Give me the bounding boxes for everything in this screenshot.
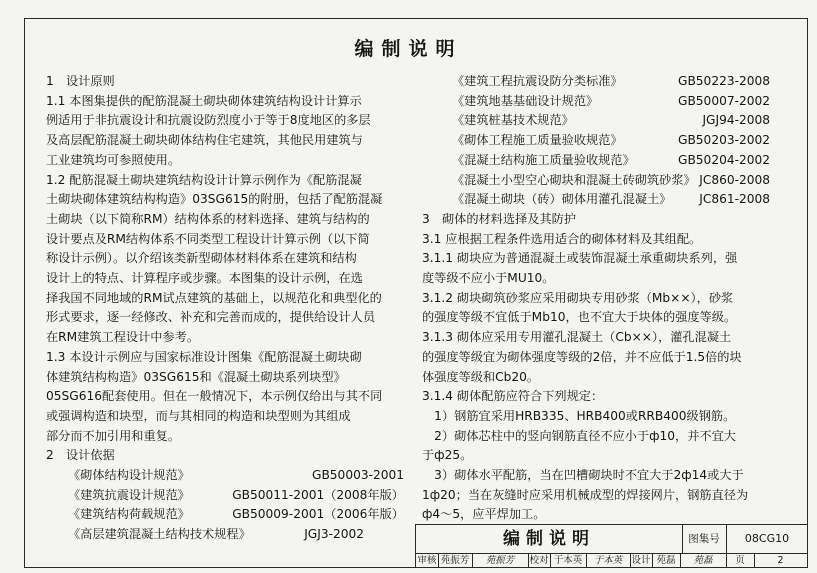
standard-entry bbox=[422, 131, 770, 151]
standard-entry bbox=[46, 466, 404, 486]
text-line: 在RM建筑工程设计中参考。 bbox=[46, 330, 200, 345]
text-line: 1）钢筋宜采用HRB335、HRB400或RRB400级钢筋。 bbox=[422, 408, 736, 423]
text-line: 或强调构造和块型，而与其相同的构造和块型则为其组成 bbox=[46, 408, 351, 423]
proof-label: 校对 bbox=[528, 553, 551, 568]
reviewer-signature: 苑振芳 bbox=[472, 553, 529, 568]
standard-code: JC861-2008 bbox=[699, 192, 770, 207]
standard-entry bbox=[46, 525, 364, 545]
text-line: 土砌块（以下简称RM）结构体系的材料选择、建筑与结构的 bbox=[46, 211, 370, 226]
atlas-number: 08CG10 bbox=[744, 532, 790, 545]
standard-name: 《建筑工程抗震设防分类标准》 bbox=[452, 74, 623, 88]
text-line: 1ф20；当在灰缝时应采用机械成型的焊接网片，钢筋直径为 bbox=[422, 487, 749, 502]
text-line: 1.3 本设计示例应与国家标准设计图集《配筋混凝土砌块砌 bbox=[46, 349, 362, 364]
standard-name: 《建筑抗震设计规范》 bbox=[68, 487, 190, 502]
title-block-name: 编制说明 bbox=[416, 525, 683, 553]
title-block-signature-row bbox=[416, 553, 807, 568]
standard-entry bbox=[422, 92, 770, 112]
standard-name: 《建筑地基基础设计规范》 bbox=[452, 93, 599, 108]
standard-code: GB50204-2002 bbox=[678, 152, 770, 167]
designer-name: 苑磊 bbox=[652, 553, 681, 568]
text-line: 形式要求，逐一经修改、补充和完善而成的，提供给设计人员 bbox=[46, 310, 376, 325]
designer-signature: 苑磊 bbox=[680, 553, 727, 568]
text-line: 3.1.4 砌体配筋应符合下列规定： bbox=[422, 389, 604, 404]
standard-code: JC860-2008 bbox=[699, 172, 770, 187]
title-block bbox=[415, 524, 808, 568]
standard-entry bbox=[422, 171, 770, 191]
text-line: 的强度等级宜为砌体强度等级的2倍，并不应低于1.5倍的块 bbox=[422, 349, 742, 364]
text-line: ф4～5，应平焊加工。 bbox=[422, 507, 546, 522]
section-2-heading: 2 设计依据 bbox=[46, 448, 115, 463]
standard-entry bbox=[422, 72, 770, 92]
standard-entry bbox=[46, 505, 404, 525]
standard-name: 《混凝土砌块（砖）砌体用灌孔混凝土》 bbox=[452, 192, 672, 207]
standard-entry bbox=[422, 190, 770, 210]
atlas-number-label: 图集号 bbox=[682, 525, 727, 553]
text-line: 度等级不应小于MU10。 bbox=[422, 271, 555, 286]
text-line: 称设计示例）。以介绍该类新型砌体材料体系在建筑和结构 bbox=[46, 251, 357, 266]
text-line: 土砌块砌体建筑结构构造》03SG615的附册，包括了配筋混凝 bbox=[46, 192, 383, 207]
standard-name: 《混凝土结构施工质量验收规范》 bbox=[452, 152, 635, 167]
text-line: 的强度等级不宜低于Mb10，也不宜大于块体的强度等级。 bbox=[422, 310, 737, 325]
standard-entry bbox=[422, 151, 770, 171]
standard-code: GB50009-2001（2006年版） bbox=[232, 507, 404, 522]
standard-name: 《砌体工程施工质量验收规范》 bbox=[452, 133, 623, 148]
standard-code: GB50007-2002 bbox=[678, 93, 770, 108]
standard-code: JGJ3-2002 bbox=[304, 527, 364, 542]
text-line: 3.1.1 砌块应为普通混凝土或装饰混凝土承重砌块系列，强 bbox=[422, 251, 738, 266]
text-line: 部分而不加引用和重复。 bbox=[46, 428, 181, 443]
text-line: 体强度等级和Cb20。 bbox=[422, 369, 540, 384]
text-line: 设计上的特点、计算程序或步骤。本图集的设计示例，在选 bbox=[46, 271, 363, 286]
page-title: 编制说明 bbox=[354, 38, 463, 60]
standard-name: 《高层建筑混凝土结构技术规程》 bbox=[68, 527, 251, 542]
text-line: 1.1 本图集提供的配筋混凝土砌块砌体建筑结构设计计算示 bbox=[46, 93, 362, 108]
page-number: 2 bbox=[777, 555, 784, 566]
standard-entry bbox=[422, 111, 770, 131]
section-1-heading: 1 设计原则 bbox=[46, 74, 115, 88]
text-line: 体建筑结构构造》03SG615和《混凝土砌块系列块型》 bbox=[46, 369, 346, 384]
text-line: 3.1 应根据工程条件选用适合的砌体材料及其组配。 bbox=[422, 231, 702, 246]
review-label: 审核 bbox=[416, 553, 439, 568]
title-block-top-row bbox=[416, 525, 807, 554]
text-line: 例适用于非抗震设计和抗震设防烈度小于等于8度地区的多层 bbox=[46, 113, 371, 128]
standard-entry bbox=[46, 486, 404, 506]
right-column bbox=[422, 72, 802, 525]
text-line: 及高层配筋混凝土砌块砌体结构住宅建筑，其他民用建筑与 bbox=[46, 133, 363, 148]
text-line: 3）砌体水平配筋，当在凹槽砌块时不宜大于2ф14或大于 bbox=[422, 468, 744, 483]
standard-name: 《建筑桩基技术规范》 bbox=[452, 113, 574, 128]
text-line: 于ф25。 bbox=[422, 448, 473, 463]
proofer-signature: 于本英 bbox=[586, 553, 631, 568]
text-line: 1.2 配筋混凝土砌块建筑结构设计计算示例作为《配筋混凝 bbox=[46, 172, 362, 187]
page-label: 页 bbox=[726, 553, 755, 568]
text-line: 3.1.2 砌块砌筑砂浆应采用砌块专用砂浆（Mb××），砂浆 bbox=[422, 290, 734, 305]
left-column bbox=[46, 72, 418, 545]
text-line: 05SG616配套使用。但在一般情况下，本示例仅给出与其不同 bbox=[46, 389, 383, 404]
text-line: 设计要点及RM结构体系不同类型工程设计计算示例（以下简 bbox=[46, 231, 370, 246]
reviewer-name: 苑振芳 bbox=[438, 553, 473, 568]
standard-name: 《砌体结构设计规范》 bbox=[68, 468, 190, 483]
standard-code: GB50011-2001（2008年版） bbox=[232, 487, 404, 502]
standard-name: 《建筑结构荷载规范》 bbox=[68, 507, 190, 522]
standard-code: GB50203-2002 bbox=[678, 133, 770, 148]
proofer-name: 于本英 bbox=[550, 553, 587, 568]
text-line: 工业建筑均可参照使用。 bbox=[46, 152, 181, 167]
standard-name: 《混凝土小型空心砌块和混凝土砖砌筑砂浆》 bbox=[452, 172, 696, 187]
section-3-heading: 3 砌体的材料选择及其防护 bbox=[422, 211, 577, 226]
standard-code: GB50223-2008 bbox=[678, 74, 770, 88]
standard-code: GB50003-2001 bbox=[312, 468, 404, 483]
design-label: 设计 bbox=[630, 553, 653, 568]
text-line: 3.1.3 砌体应采用专用灌孔混凝土（Cb××），灌孔混凝土 bbox=[422, 330, 732, 345]
standard-code: JGJ94-2008 bbox=[702, 113, 770, 128]
text-line: 择我国不同地域的RM试点建筑的基础上，以规范化和典型化的 bbox=[46, 290, 382, 305]
text-line: 2）砌体芯柱中的竖向钢筋直径不应小于ф10，并不宜大 bbox=[422, 428, 736, 443]
